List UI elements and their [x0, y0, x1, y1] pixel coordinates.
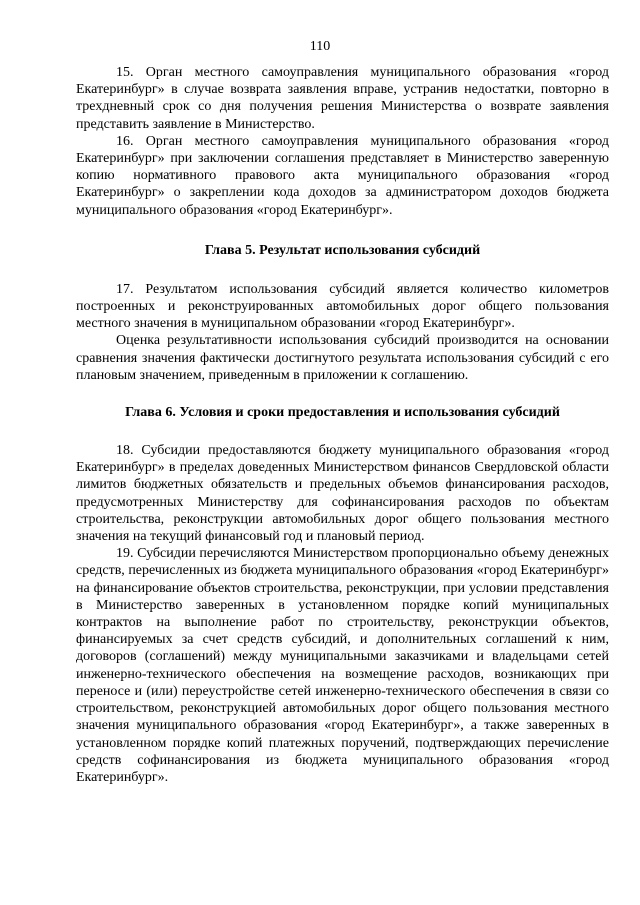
paragraph-17: 17. Результатом использования субсидий является количество километров построенных и реконструированных автомобильных дорог общего пользования местного значения в муниципальном образовании «город Екатеринбург». [76, 281, 609, 332]
paragraph-18: 18. Субсидии предоставляются бюджету муниципального образования «город Екатеринбург» в пределах доведенных Министерством финансов Свердловской области лимитов бюджетных обязательств и предельных объемов финансирования расходов, предусмотренных Министерству для софинансирования расходов по объектам строительства, реконструкции автомобильных дорог общего пользования местного значения на текущий финансовый год и плановый период. [76, 443, 609, 545]
document-body [76, 64, 609, 786]
paragraph-15: 15. Орган местного самоуправления муниципального образования «город Екатеринбург» в случае возврата заявления вправе, устранив недостатки, повторно в трехдневный срок со дня получения решения Министерства о возврате заявления представить заявление в Министерство. [76, 65, 609, 132]
paragraph-16: 16. Орган местного самоуправления муниципального образования «город Екатеринбург» при заключении соглашения представляет в Министерство заверенную копию нормативного правового акта муниципального образования «город Екатеринбург» о закреплении кода доходов за администратором доходов бюджета муниципального образования «город Екатеринбург». [76, 133, 609, 218]
chapter-5-heading: Глава 5. Результат использования субсидий [204, 242, 481, 258]
chapter-6-heading: Глава 6. Условия и сроки предоставления и использования субсидий [125, 405, 560, 421]
paragraph-19: 19. Субсидии перечисляются Министерством пропорционально объему денежных средств, перечисленных из бюджета муниципального образования «город Екатеринбург» на финансирование объектов строительства, реконструкции, при условии представления в Министерство заверенных в установленном порядке копий муниципальных контрактов на выполнение работ по строительству, реконструкции объектов, финансируемых за счет средств субсидий, и дополнительных соглашений к ним, договоров (соглашений) между муниципальными заказчиками и владельцами сетей инженерно-технического обеспечения на возмещение расходов, возникающих при переносе и (или) переустройстве сетей инженерно-технического обеспечения в связи со строительством, реконструкцией автомобильных дорог общего пользования местного значения муниципального образования «город Екатеринбург», а также заверенных в установленном порядке копий платежных поручений, подтверждающих перечисление средств софинансирования из бюджета муниципального образования «город Екатеринбург». [76, 546, 609, 785]
page-number: 110 [309, 39, 331, 54]
paragraph-17-evaluation: Оценка результативности использования субсидий производится на основании сравнения значения фактически достигнутого результата использования субсидий с его плановым значением, приведенным в приложении к соглашению. [76, 333, 609, 383]
